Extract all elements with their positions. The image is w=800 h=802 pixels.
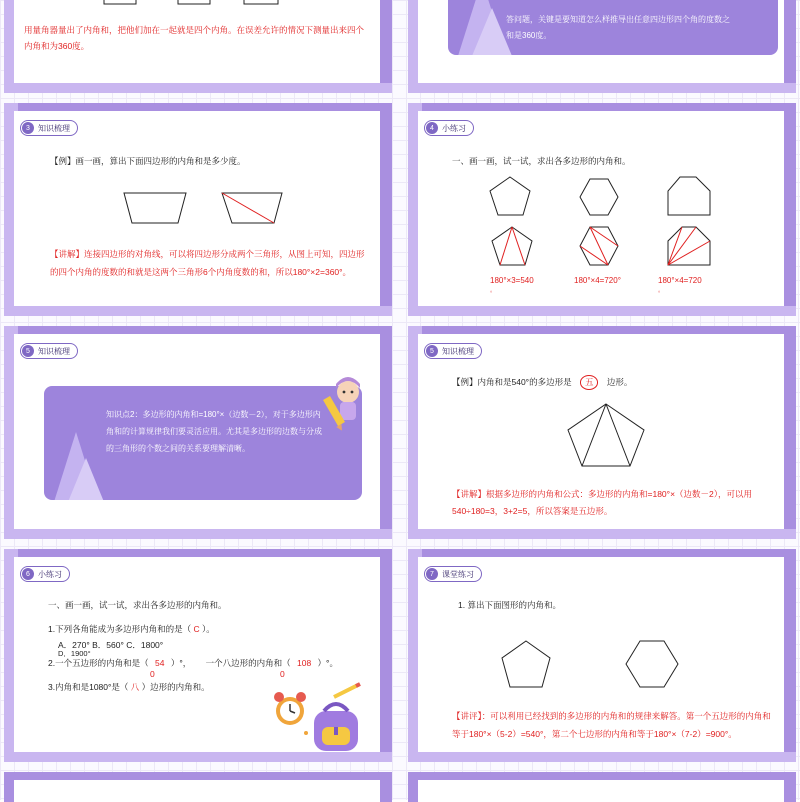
question-1 (48, 621, 368, 637)
tag-label: 课堂练习 (442, 569, 474, 579)
exercise-title: 一、画一画，试一试，求出各多边形的内角和。 (48, 600, 227, 610)
slide-5[interactable] (4, 326, 392, 539)
small-mark: 。 (490, 288, 497, 294)
tag-label: 知识梳理 (442, 346, 474, 356)
tag-number: 4 (426, 122, 438, 134)
q2-middle: ）°， (170, 658, 192, 668)
slide-frame-stripe (408, 752, 796, 762)
example-prefix: 【例】内角和是540°的多边形是 (452, 377, 572, 387)
question-3 (48, 679, 368, 695)
answer-3: 180°×4=720 (658, 276, 702, 285)
backpack-icon (306, 697, 366, 757)
answer-2: 180°×4=720° (574, 276, 621, 285)
explanation-text (50, 245, 370, 281)
slide-frame-stripe (4, 83, 392, 93)
slide-content (418, 0, 784, 83)
example-suffix: 边形。 (606, 377, 633, 387)
section-tag (20, 343, 78, 359)
q1-prefix: 1.下列各角能成为多边形内角和的是（ (48, 624, 192, 634)
section-tag (20, 120, 78, 136)
q2-answer-2: 108 (296, 658, 312, 668)
small-mark: 。 (658, 288, 665, 294)
slide-content (418, 334, 784, 529)
slide-content (418, 111, 784, 306)
slide-content (14, 111, 380, 306)
slide-frame-stripe (408, 529, 796, 539)
slide-9-partial[interactable] (4, 772, 392, 802)
tag-label: 小练习 (38, 569, 62, 579)
section-tag (20, 566, 70, 582)
question-2 (48, 655, 378, 671)
slide-7[interactable] (4, 549, 392, 762)
example-text: 【例】画一画，算出下面四边形的内角和是多少度。 (50, 156, 246, 166)
pentagon-figure (568, 404, 648, 468)
slide-frame-stripe (4, 306, 392, 316)
tag-number: 5 (22, 345, 34, 357)
polygon-figures (502, 641, 702, 691)
alarm-clock-icon (270, 689, 310, 729)
slide-1-text: 用量角器量出了内角和，把他们加在一起就是四个内角。在误差允许的情况下测量出来四个内角和为360度。 (24, 25, 365, 51)
q2-suffix: ）°。 (317, 658, 338, 668)
slide-8[interactable] (408, 549, 796, 762)
explanation-label: 【讲评】 (452, 711, 482, 721)
mountain-decoration (452, 0, 512, 55)
q1-options: A．270° B．560° C．1800° (58, 640, 164, 650)
slide-frame-stripe (408, 83, 796, 93)
slide-6[interactable] (408, 326, 796, 539)
slide-content (14, 557, 380, 752)
tag-number: 5 (426, 345, 438, 357)
knowledge-box (44, 386, 362, 500)
section-tag (424, 343, 482, 359)
slide-content (418, 557, 784, 752)
q3-suffix: ）边形的内角和。 (141, 682, 210, 692)
section-tag (424, 120, 474, 136)
slide-content (14, 780, 380, 802)
explanation-body: ：可以利用已经找到的多边形的内角和的规律来解答。第一个五边形的内角和等于180°×（5-2）=540°，第二个七边形的内角和等于180°×（7-2）=900°。 (452, 711, 771, 739)
q2-answer-1-tail: 0 (150, 669, 155, 679)
q3-prefix: 3.内角和是1080°是（ (48, 682, 129, 692)
q2-answer-2-tail: 0 (280, 669, 285, 679)
slide-2[interactable] (408, 0, 796, 93)
q2-prefix: 2.一个五边形的内角和是（ (48, 658, 149, 668)
q2-answer-1: 54 (154, 658, 165, 668)
q3-answer: 八 (130, 682, 140, 692)
slide-frame-stripe (4, 529, 392, 539)
explanation-text (452, 707, 774, 743)
example-text (452, 374, 772, 390)
tag-label: 知识梳理 (38, 346, 70, 356)
tag-number: 6 (22, 568, 34, 580)
tag-label: 小练习 (442, 123, 466, 133)
answer-1: 180°×3=540 (490, 276, 534, 285)
slide-content (14, 0, 380, 83)
example-answer: 五 (580, 375, 599, 390)
explanation-body: 连接四边形的对角线，可以将四边形分成两个三角形，从图上可知，四边形的四个内角的度数的和就是这两个三角形6个内角度数的和，所以180°×2=360°。 (50, 249, 365, 277)
exercise-question: 1. 算出下面图形的内角和。 (458, 600, 561, 610)
knowledge-text: 答问题，关键是要知道怎么样推导出任意四边形四个角的度数之和是360度。 (506, 15, 730, 40)
pencil-girl-icon (326, 378, 370, 428)
mountain-decoration (48, 432, 108, 500)
tag-label: 知识梳理 (38, 123, 70, 133)
q1-suffix: ）。 (201, 624, 215, 634)
tag-number: 3 (22, 122, 34, 134)
q1-answer: C (193, 624, 200, 634)
exercise-title: 一、画一画，试一试，求出各多边形的内角和。 (452, 156, 631, 166)
slide-1[interactable] (4, 0, 392, 93)
rectangle-figures (94, 0, 294, 18)
polygon-figures (490, 177, 750, 277)
pencil-icon (332, 681, 362, 701)
q1-option-d: D．1900° (58, 649, 91, 658)
explanation-text (452, 486, 772, 520)
section-tag (424, 566, 482, 582)
explanation-label: 【讲解】 (452, 489, 487, 499)
slide-4[interactable] (408, 103, 796, 316)
quadrilateral-figures (124, 191, 324, 231)
slide-content (14, 334, 380, 529)
slide-content (418, 780, 784, 802)
explanation-label: 【讲解】 (50, 249, 85, 259)
tag-number: 7 (426, 568, 438, 580)
slide-10-partial[interactable] (408, 772, 796, 802)
slide-3[interactable] (4, 103, 392, 316)
knowledge-text: 知识点2：多边形的内角和=180°×（边数－2），对于多边形内角和的计算规律我们要灵活应用。尤其是多边形的边数与分成的三角形的个数之间的关系要理解清晰。 (106, 410, 322, 453)
knowledge-box (448, 0, 778, 55)
slide-frame-stripe (408, 306, 796, 316)
dot-decoration (304, 731, 308, 735)
q2-second: 一个八边形的内角和（ (205, 658, 291, 668)
explanation-body: 根据多边形的内角和公式：多边形的内角和=180°×（边数－2），可以用540÷180=3，3+2=5，所以答案是五边形。 (452, 489, 753, 516)
